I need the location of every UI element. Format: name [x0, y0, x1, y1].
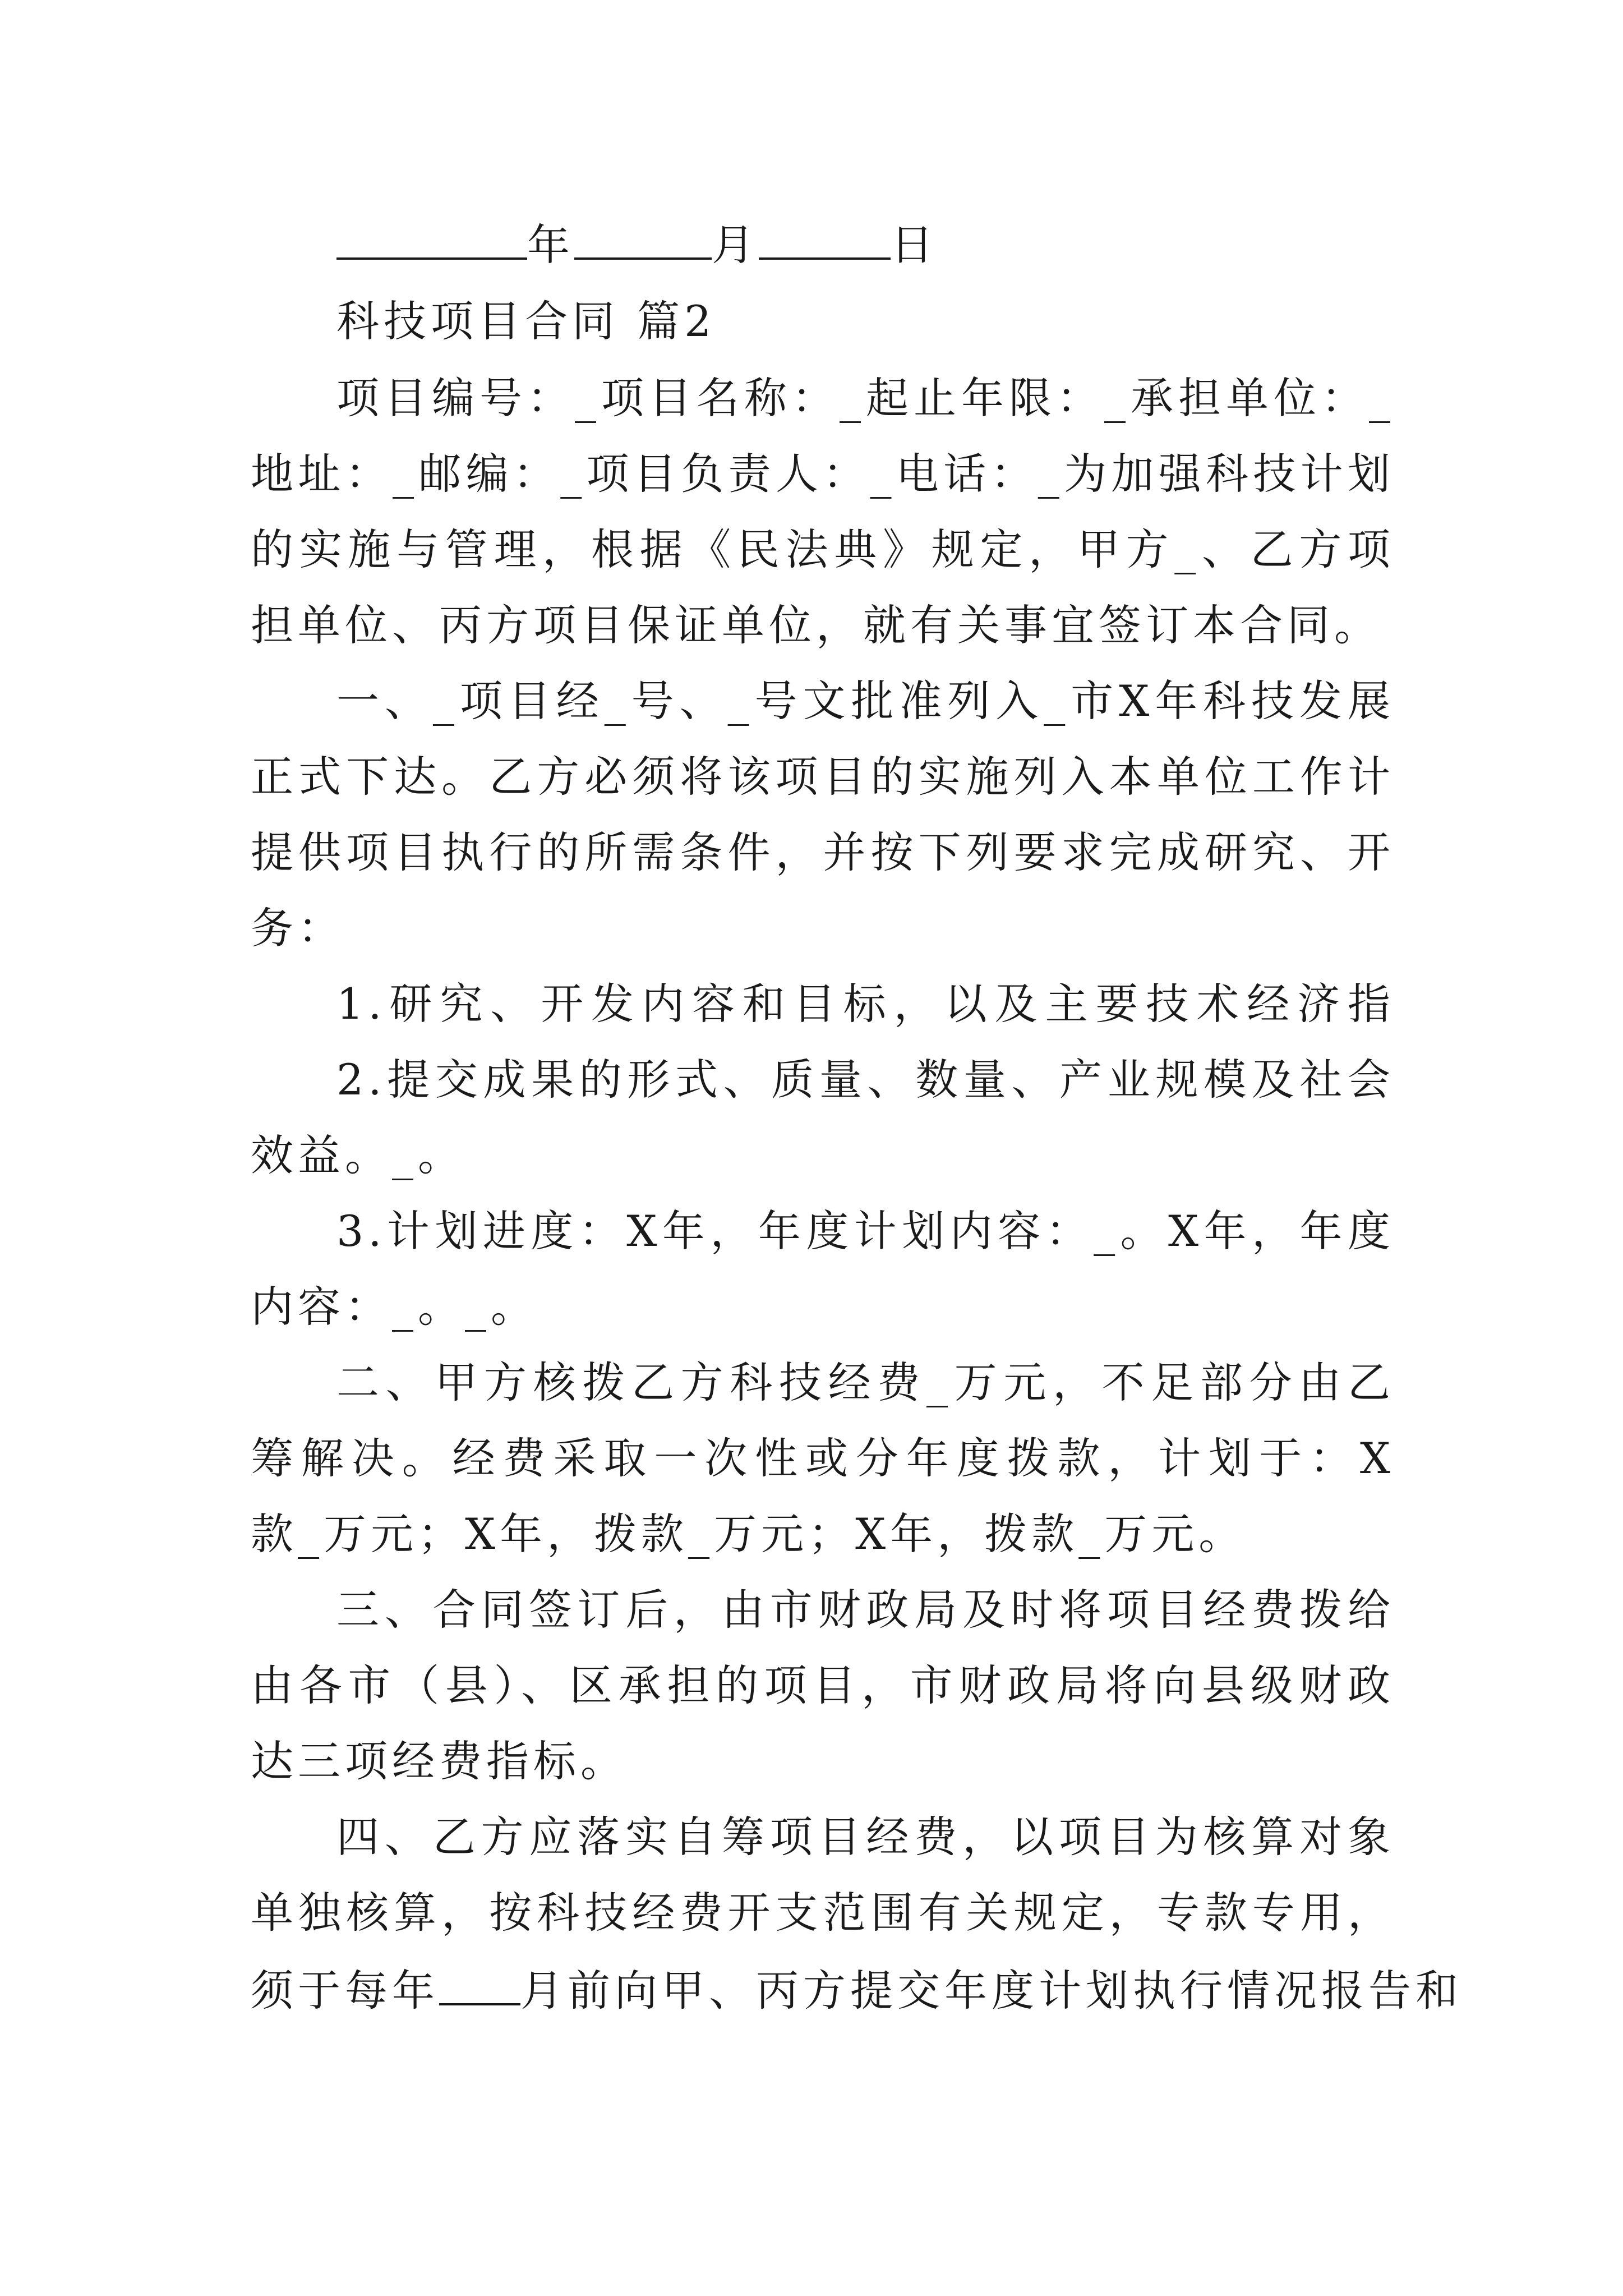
text-line: 款_万元；X年，拨款_万元；X年，拨款_万元。 — [251, 1509, 1246, 1559]
day-label: 日 — [891, 220, 938, 270]
text-line: 3.计划进度：X年，年度计划内容：_。X年，年度 — [336, 1206, 1395, 1256]
text-line: 地址：_邮编：_项目负责人：_电话：_为加强科技计划 — [251, 449, 1395, 499]
text-line: 单独核算，按科技经费开支范围有关规定，专款专用， — [251, 1888, 1395, 1938]
text-line: 达三项经费指标。 — [251, 1736, 628, 1786]
year-blank — [336, 215, 527, 260]
day-blank — [759, 215, 891, 260]
text-line: 正式下达。乙方必须将该项目的实施列入本单位工作计 — [251, 752, 1395, 802]
text-line: 四、乙方应落实自筹项目经费，以项目为核算对象 — [336, 1812, 1395, 1862]
text-line: 2.提交成果的形式、质量、数量、产业规模及社会 — [336, 1055, 1395, 1105]
text-line: 提供项目执行的所需条件，并按下列要求完成研究、开 — [251, 827, 1395, 877]
month-label: 月 — [712, 220, 759, 270]
text-line: 三、合同签订后，由市财政局及时将项目经费拨给 — [336, 1585, 1395, 1635]
text-line: 项目编号：_项目名称：_起止年限：_承担单位：_ — [336, 373, 1395, 423]
text-line: 务： — [251, 903, 345, 953]
text-line: 效益。_。 — [251, 1130, 465, 1180]
date-line — [336, 215, 1481, 273]
text-line: 担单位、丙方项目保证单位，就有关事宜签订本合同。 — [251, 600, 1381, 650]
text-segment: 须于每年 — [251, 1966, 439, 2016]
text-line: 由各市（县）、区承担的项目，市财政局将向县级财政 — [251, 1660, 1395, 1710]
year-label: 年 — [527, 220, 574, 270]
text-line: 内容：_。_。 — [251, 1282, 538, 1332]
text-line: 1.研究、开发内容和目标，以及主要技术经济指 — [336, 979, 1395, 1029]
section-heading: 科技项目合同 篇2 — [336, 296, 716, 346]
text-line: 一、_项目经_号、_号文批准列入_市X年科技发展 — [336, 676, 1395, 726]
text-line: 筹解决。经费采取一次性或分年度拨款，计划于：X — [251, 1433, 1395, 1483]
text-line-with-blank — [251, 1961, 1463, 2019]
month-number-blank — [439, 1961, 520, 2005]
text-line: 二、甲方核拨乙方科技经费_万元，不足部分由乙 — [336, 1358, 1395, 1407]
text-line: 的实施与管理，根据《民法典》规定，甲方_、乙方项 — [251, 524, 1395, 574]
text-segment: 月前向甲、丙方提交年度计划执行情况报告和 — [520, 1966, 1463, 2016]
month-blank — [574, 215, 712, 260]
